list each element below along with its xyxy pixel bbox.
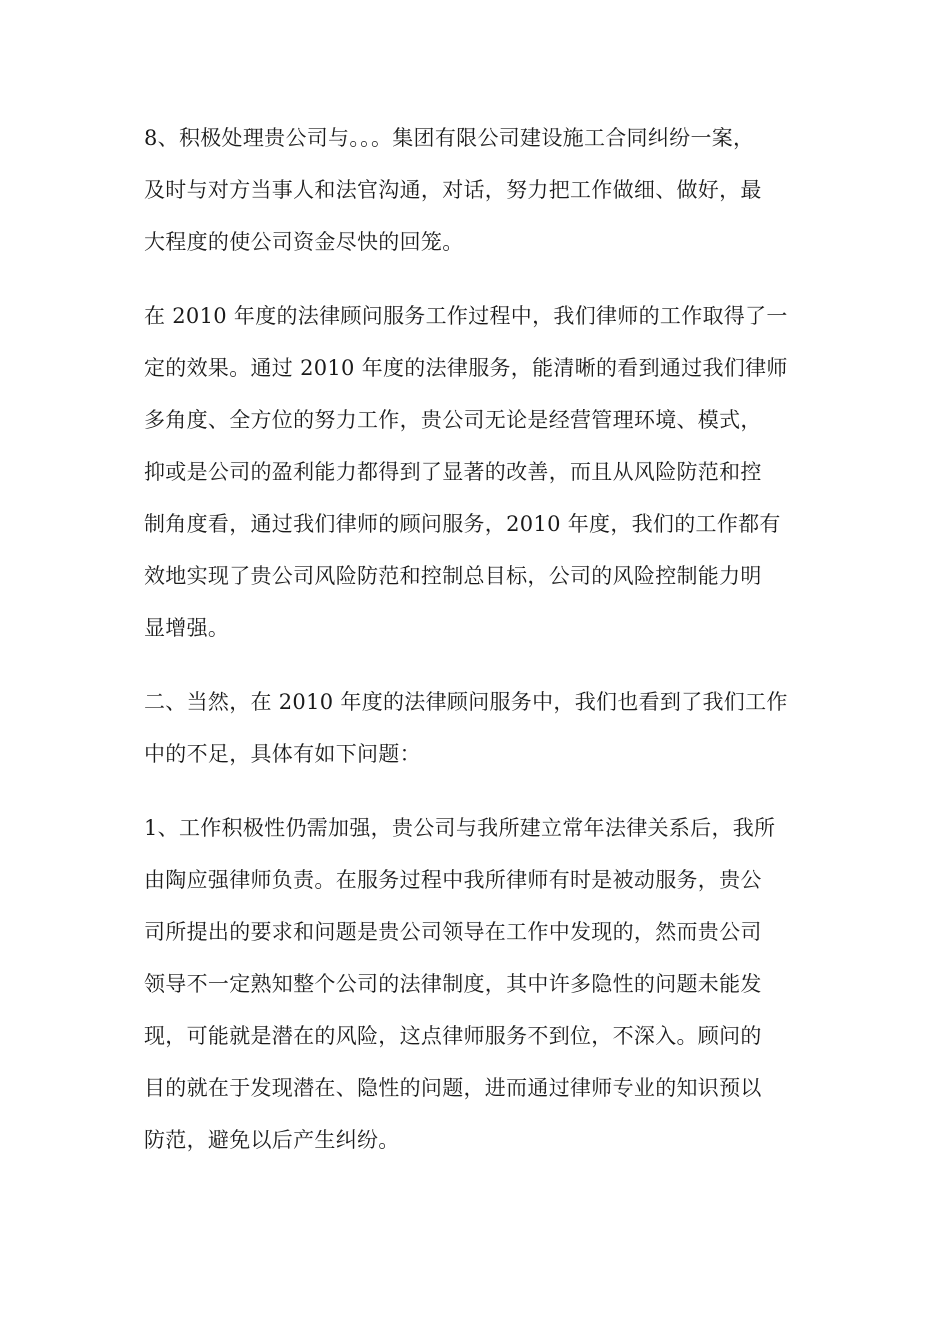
text-line: 领导不一定熟知整个公司的法律制度，其中许多隐性的问题未能发: [144, 972, 762, 996]
text-line: 效地实现了贵公司风险防范和控制总目标，公司的风险控制能力明: [144, 564, 762, 588]
text-line: 司所提出的要求和问题是贵公司领导在工作中发现的，然而贵公司: [144, 920, 762, 944]
text-line: 中的不足，具体有如下问题：: [144, 742, 421, 766]
text-line: 目的就在于发现潜在、隐性的问题，进而通过律师专业的知识预以: [144, 1076, 762, 1100]
text-line: 8、积极处理贵公司与。。。集团有限公司建设施工合同纠纷一案，: [144, 126, 755, 150]
text-line: 在 2010 年度的法律顾问服务工作过程中，我们律师的工作取得了一: [144, 304, 788, 328]
text-line: 多角度、全方位的努力工作，贵公司无论是经营管理环境、模式，: [144, 408, 762, 432]
text-line: 二、当然，在 2010 年度的法律顾问服务中，我们也看到了我们工作: [144, 690, 788, 714]
text-line: 由陶应强律师负责。在服务过程中我所律师有时是被动服务，贵公: [144, 868, 762, 892]
text-line: 制角度看，通过我们律师的顾问服务，2010 年度，我们的工作都有: [144, 512, 781, 536]
text-line: 显增强。: [144, 616, 230, 640]
paragraph-2010-summary: [144, 290, 816, 654]
paragraph-item-8: [144, 112, 816, 268]
text-line: 抑或是公司的盈利能力都得到了显著的改善，而且从风险防范和控: [144, 460, 762, 484]
text-line: 现，可能就是潜在的风险，这点律师服务不到位，不深入。顾问的: [144, 1024, 762, 1048]
section-heading-shortcomings: [144, 676, 816, 780]
paragraph-item-1: [144, 802, 816, 1166]
text-line: 1、工作积极性仍需加强，贵公司与我所建立常年法律关系后，我所: [144, 816, 776, 840]
text-line: 大程度的使公司资金尽快的回笼。: [144, 230, 464, 254]
text-line: 及时与对方当事人和法官沟通，对话，努力把工作做细、做好，最: [144, 178, 762, 202]
document-body: [144, 112, 816, 1188]
text-line: 防范，避免以后产生纠纷。: [144, 1128, 400, 1152]
text-line: 定的效果。通过 2010 年度的法律服务，能清晰的看到通过我们律师: [144, 356, 788, 380]
